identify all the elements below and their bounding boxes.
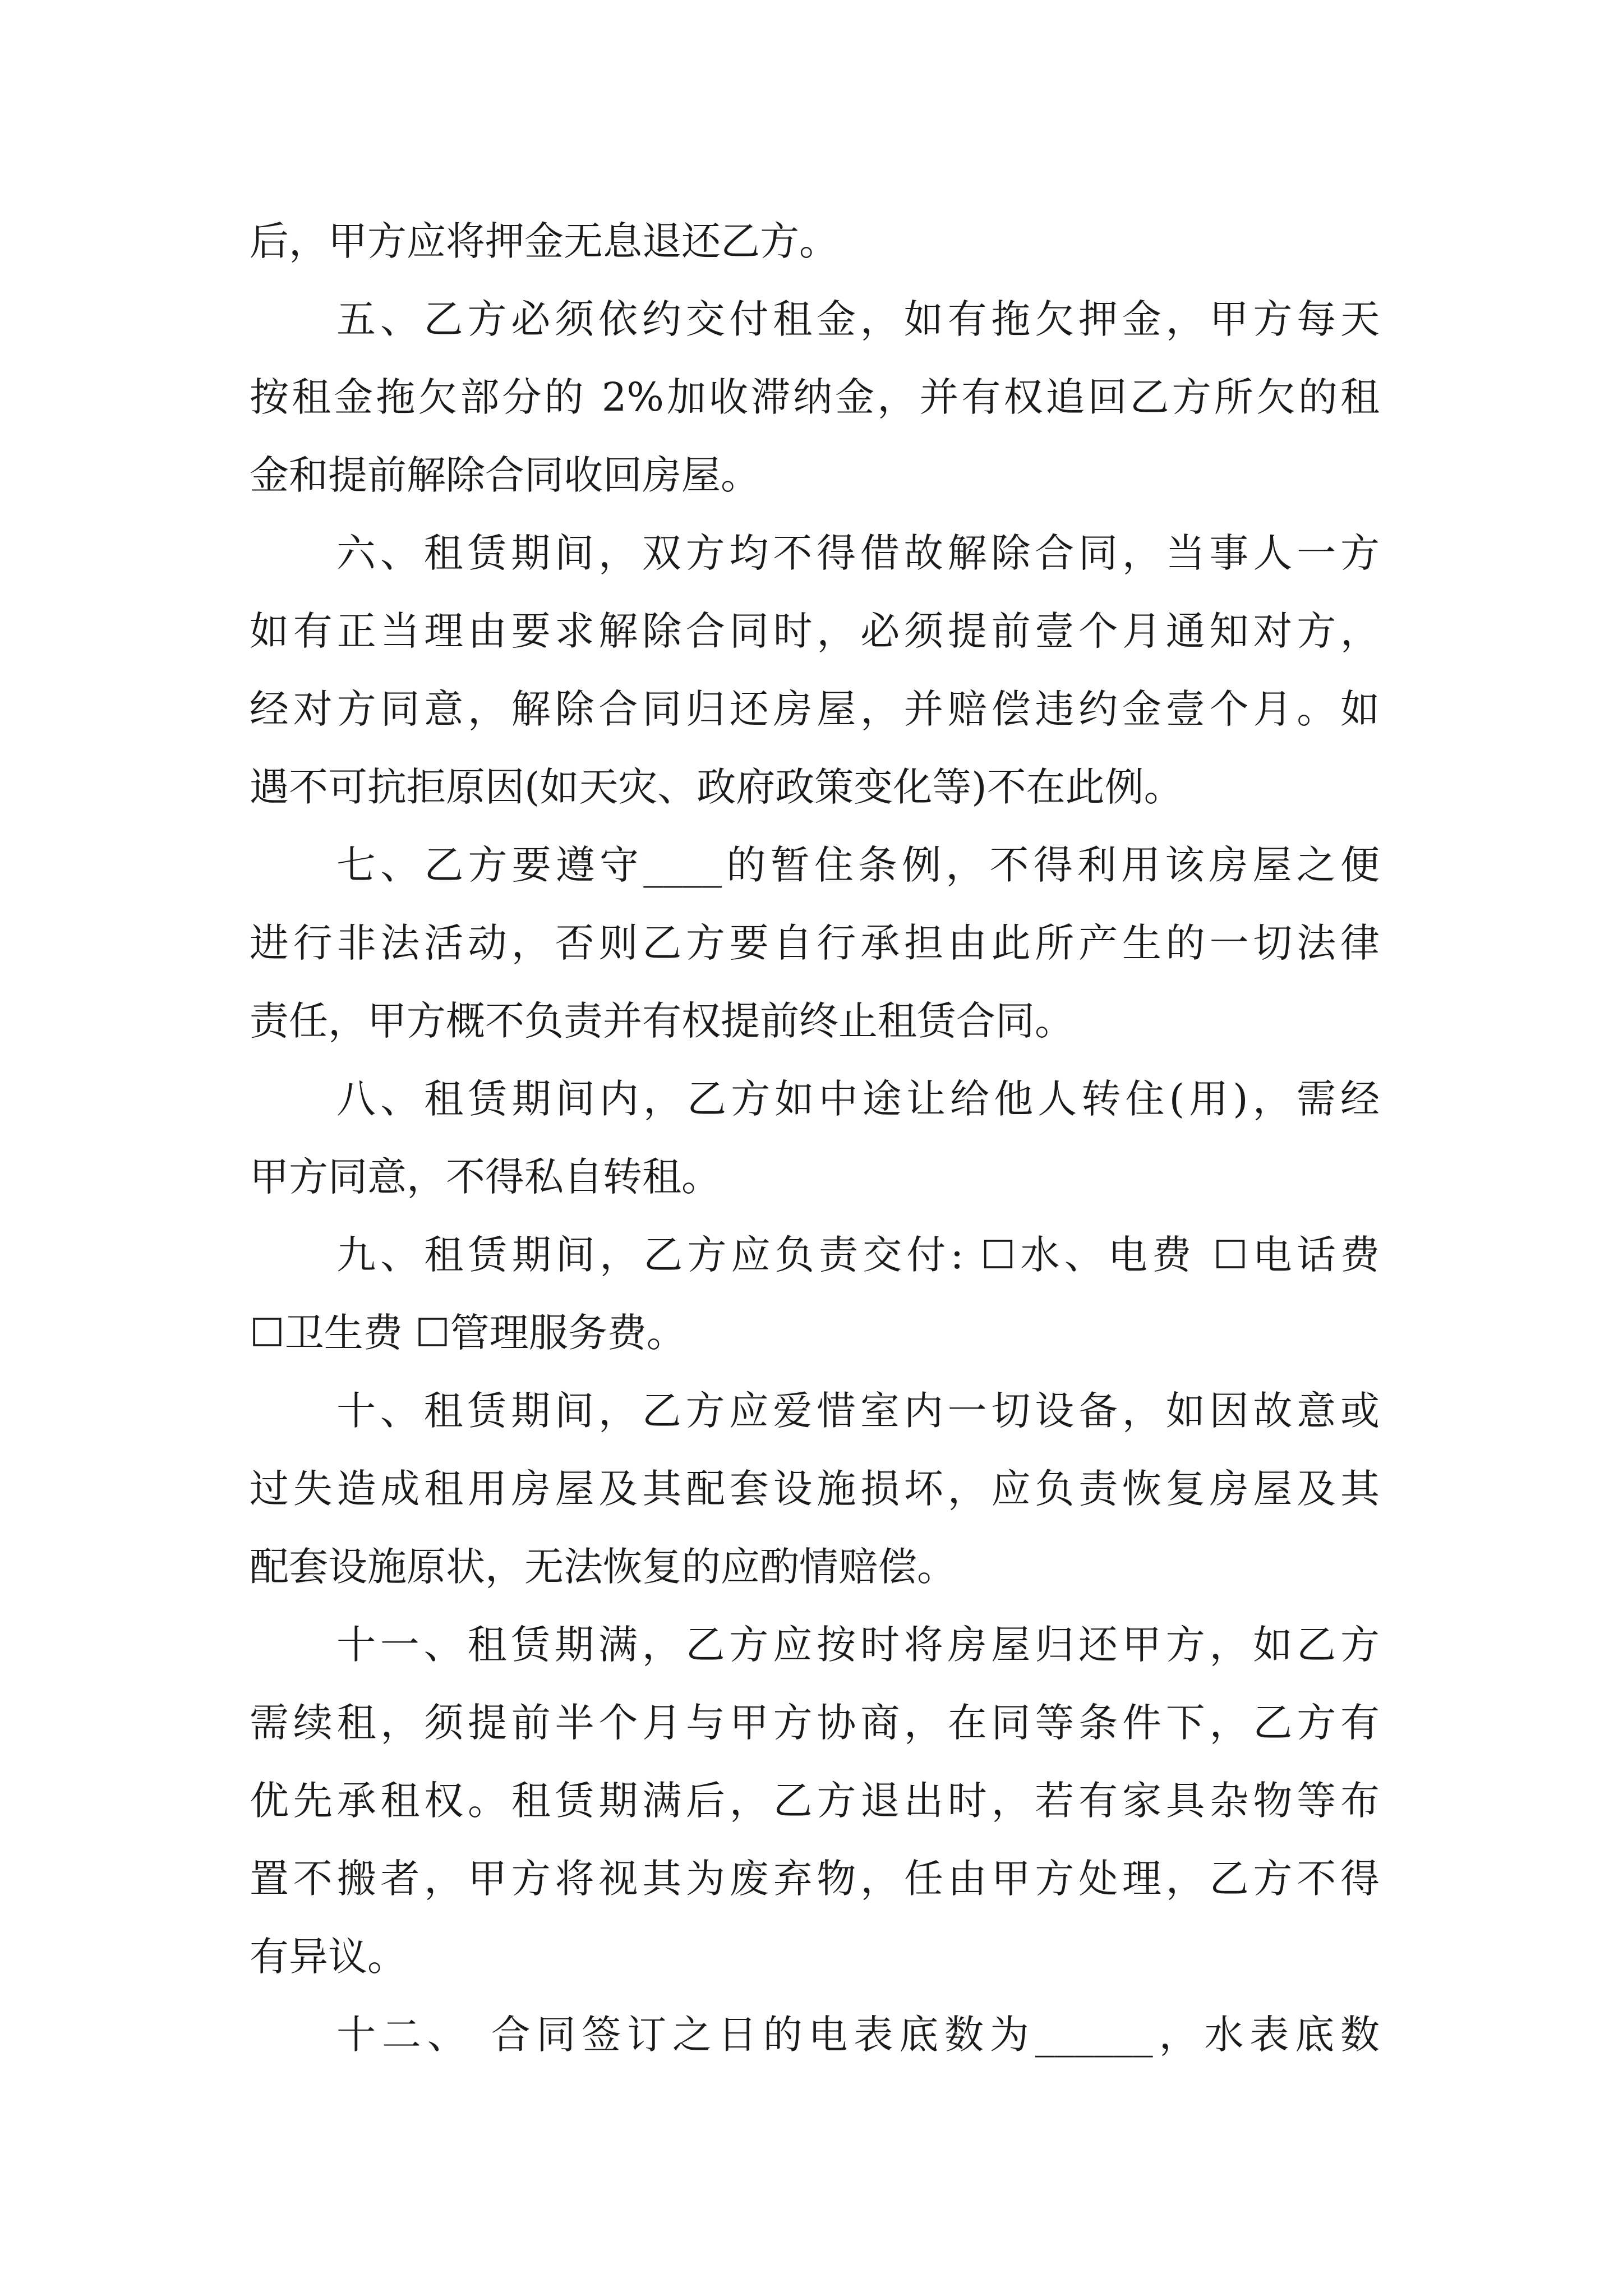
clause-6-line-2: 如有正当理由要求解除合同时，必须提前壹个月通知对方， — [250, 608, 1380, 654]
clause-9-line-2: ☐卫生费 ☐管理服务费。 — [250, 1310, 686, 1356]
clause-7-line-1: 七、乙方要遵守____的暂住条例，不得利用该房屋之便 — [336, 842, 1380, 888]
clause-6-line-3: 经对方同意，解除合同归还房屋，并赔偿违约金壹个月。如 — [250, 686, 1380, 732]
clause-11-line-4: 置不搬者，甲方将视其为废弃物，任由甲方处理，乙方不得 — [250, 1856, 1380, 1902]
clause-5-line-3: 金和提前解除合同收回房屋。 — [250, 452, 760, 498]
clause-6-line-4: 遇不可抗拒原因(如天灾、政府政策变化等)不在此例。 — [250, 764, 1183, 810]
clause-10-line-1: 十、租赁期间，乙方应爱惜室内一切设备，如因故意或 — [336, 1388, 1380, 1434]
clause-8-line-2: 甲方同意，不得私自转租。 — [250, 1154, 721, 1200]
clause-11-line-2: 需续租，须提前半个月与甲方协商，在同等条件下，乙方有 — [250, 1700, 1380, 1746]
clause-11-line-1: 十一、租赁期满，乙方应按时将房屋归还甲方，如乙方 — [336, 1622, 1380, 1668]
clause-5-line-2: 按租金拖欠部分的 2%加收滞纳金，并有权追回乙方所欠的租 — [250, 374, 1380, 420]
clause-11-line-5: 有异议。 — [250, 1934, 407, 1980]
clause-9-line-1: 九、租赁期间，乙方应负责交付: ☐水、电费 ☐电话费 — [336, 1232, 1380, 1278]
clause-11-line-3: 优先承租权。租赁期满后，乙方退出时，若有家具杂物等布 — [250, 1778, 1380, 1824]
clause-5-line-1: 五、乙方必须依约交付租金，如有拖欠押金，甲方每天 — [336, 296, 1380, 342]
clause-7-line-3: 责任，甲方概不负责并有权提前终止租赁合同。 — [250, 998, 1074, 1044]
clause-10-line-2: 过失造成租用房屋及其配套设施损坏，应负责恢复房屋及其 — [250, 1466, 1380, 1512]
clause-6-line-1: 六、租赁期间，双方均不得借故解除合同，当事人一方 — [336, 530, 1380, 576]
clause-7-line-2: 进行非法活动，否则乙方要自行承担由此所产生的一切法律 — [250, 920, 1380, 966]
clause-12-line-1: 十二、 合同签订之日的电表底数为______，水表底数 — [336, 2012, 1380, 2058]
paragraph-4-continuation: 后，甲方应将押金无息退还乙方。 — [250, 218, 838, 264]
clause-10-line-3: 配套设施原状，无法恢复的应酌情赔偿。 — [250, 1544, 956, 1590]
clause-8-line-1: 八、租赁期间内，乙方如中途让给他人转住(用)，需经 — [336, 1076, 1380, 1122]
